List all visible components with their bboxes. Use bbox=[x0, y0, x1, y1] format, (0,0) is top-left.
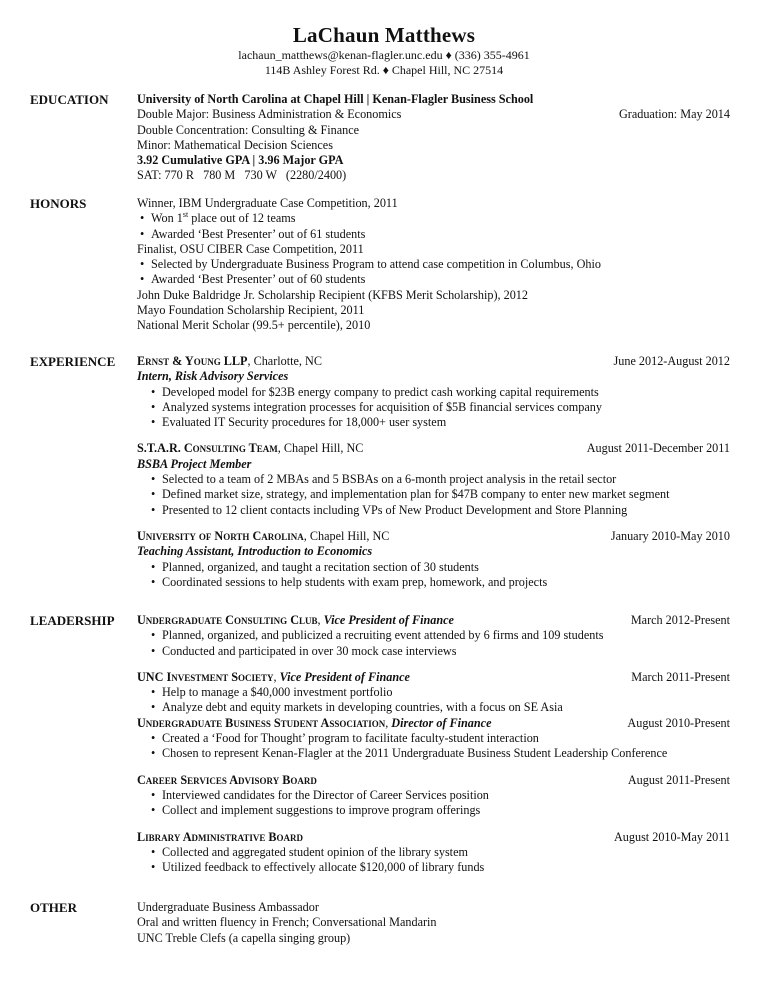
leadership-bullet: • Collected and aggregated student opinion of the library system bbox=[137, 845, 730, 860]
job-bullet: • Evaluated IT Security procedures for 18,000+ user system bbox=[137, 415, 730, 430]
experience-section bbox=[30, 354, 730, 590]
job-bullet: • Defined market size, strategy, and implementation plan for $47B company to enter new market segment bbox=[137, 487, 730, 502]
concentration: Double Concentration: Consulting & Finance bbox=[137, 122, 360, 137]
major: Double Major: Business Administration & Economics bbox=[137, 107, 402, 122]
job-bullet: • Selected to a team of 2 MBAs and 5 BSBAs on a 6-month project analysis in the retail sector bbox=[137, 472, 730, 487]
honor-bullet: • Selected by Undergraduate Business Program to attend case competition in Columbus, Ohio bbox=[137, 257, 730, 272]
job-dates: August 2011-December 2011 bbox=[586, 441, 730, 456]
leadership-bullet: • Analyze debt and equity markets in developing countries, with a focus on SE Asia bbox=[137, 700, 730, 715]
section-title: OTHER bbox=[30, 900, 77, 915]
leadership-bullet: • Chosen to represent Kenan-Flagler at the 2011 Undergraduate Business Student Leadership Conference bbox=[137, 746, 730, 761]
education-section bbox=[30, 92, 730, 184]
candidate-name: LaChaun Matthews bbox=[292, 23, 476, 47]
section-title: EDUCATION bbox=[30, 92, 109, 107]
gpa: 3.92 Cumulative GPA | 3.96 Major GPA bbox=[137, 153, 344, 168]
job-location: , Chapel Hill, NC bbox=[303, 528, 390, 543]
section-title: EXPERIENCE bbox=[30, 354, 116, 369]
job-location: , Chapel Hill, NC bbox=[277, 441, 364, 456]
job-bullet: • Planned, organized, and taught a recitation section of 30 students bbox=[137, 560, 730, 575]
job-entry bbox=[137, 354, 730, 430]
job-bullet: • Presented to 12 client contacts including VPs of New Product Development and Store Planning bbox=[137, 503, 730, 518]
org-role: Director of Finance bbox=[391, 715, 492, 730]
other-item: Undergraduate Business Ambassador bbox=[137, 900, 319, 914]
school-name: University of North Carolina at Chapel Hill | Kenan-Flagler Business School bbox=[137, 92, 534, 106]
honor-mayo: Mayo Foundation Scholarship Recipient, 2011 bbox=[137, 303, 365, 318]
org-name: Career Services Advisory Board bbox=[137, 772, 317, 787]
leadership-entry bbox=[137, 830, 730, 876]
section-title: LEADERSHIP bbox=[30, 613, 115, 628]
org-name: Undergraduate Consulting Club bbox=[137, 613, 318, 627]
job-org: S.T.A.R. Consulting Team bbox=[137, 441, 278, 456]
honor-bullet: • Won 1st place out of 12 teams bbox=[137, 211, 730, 226]
contact-line-address: 114B Ashley Forest Rd. ♦ Chapel Hill, NC 27514 bbox=[264, 63, 504, 77]
other-item: UNC Treble Clefs (a capella singing group) bbox=[137, 930, 351, 945]
honor-osu: Finalist, OSU CIBER Case Competition, 2011 bbox=[137, 241, 364, 256]
resume-header bbox=[0, 0, 768, 78]
job-role: BSBA Project Member bbox=[137, 456, 252, 471]
section-title: HONORS bbox=[30, 196, 87, 211]
leadership-entry: UNC Investment Society, Vice President of Finance March 2011-Present • Help to manage a $40,000 investment portfolio • Analyze debt and equity markets in developing countries, with a focus on SE Asia bbox=[137, 670, 730, 716]
leadership-bullet: • Utilized feedback to effectively allocate $120,000 of library funds bbox=[137, 860, 730, 875]
graduation-date: Graduation: May 2014 bbox=[618, 107, 730, 121]
leadership-bullet: • Interviewed candidates for the Director of Career Services position bbox=[137, 788, 730, 803]
job-dates: January 2010-May 2010 bbox=[610, 528, 730, 543]
job-bullet: • Developed model for $23B energy company to predict cash working capital requirements bbox=[137, 385, 730, 400]
minor: Minor: Mathematical Decision Sciences bbox=[137, 137, 333, 152]
leadership-bullet: • Created a ‘Food for Thought’ program to facilitate faculty-student interaction bbox=[137, 731, 730, 746]
job-dates: June 2012-August 2012 bbox=[613, 354, 730, 368]
job-role: Intern, Risk Advisory Services bbox=[137, 369, 289, 384]
honor-baldridge: John Duke Baldridge Jr. Scholarship Recipient (KFBS Merit Scholarship), 2012 bbox=[137, 287, 528, 302]
job-location: , Charlotte, NC bbox=[247, 354, 322, 368]
org-dates: August 2011-Present bbox=[627, 772, 730, 787]
org-name: Undergraduate Business Student Association bbox=[137, 715, 386, 730]
leadership-entry: Undergraduate Consulting Club, Vice President of Finance March 2012-Present • Planned, organized, and publicized a recruiting event attended by 6 firms and 109 students • Conducted and participated in over 30 mock case interviews bbox=[137, 613, 730, 659]
job-entry bbox=[137, 441, 730, 517]
leadership-bullet: • Collect and implement suggestions to improve program offerings bbox=[137, 803, 730, 818]
org-dates: August 2010-Present bbox=[627, 715, 730, 730]
honor-merit: National Merit Scholar (99.5+ percentile), 2010 bbox=[137, 318, 371, 333]
honor-ibm: Winner, IBM Undergraduate Case Competition, 2011 bbox=[137, 196, 398, 210]
other-section bbox=[30, 900, 730, 946]
other-item: Oral and written fluency in French; Conversational Mandarin bbox=[137, 915, 437, 930]
job-role: Teaching Assistant, Introduction to Economics bbox=[137, 544, 373, 559]
contact-line-email-phone: lachaun_matthews@kenan-flagler.unc.edu ♦ (336) 355-4961 bbox=[238, 48, 530, 62]
leadership-bullet: • Conducted and participated in over 30 mock case interviews bbox=[137, 644, 730, 659]
leadership-entry: Undergraduate Business Student Association, Director of Finance August 2010-Present • Created a ‘Food for Thought’ program to facilitate faculty-student interaction • Chosen to represent Kenan-Flagler at the 2011 Undergraduate Business Student Leadership Conference bbox=[137, 716, 730, 762]
sat-scores: SAT: 770 R 780 M 730 W (2280/2400) bbox=[137, 168, 347, 183]
org-role: Vice President of Finance bbox=[279, 669, 410, 684]
job-org: University of North Carolina bbox=[137, 528, 304, 543]
job-org: Ernst & Young LLP bbox=[137, 354, 248, 368]
leadership-bullet: • Help to manage a $40,000 investment portfolio bbox=[137, 685, 730, 700]
job-bullet: • Coordinated sessions to help students with exam prep, homework, and projects bbox=[137, 575, 730, 590]
job-entry bbox=[137, 529, 730, 590]
org-name: Library Administrative Board bbox=[137, 829, 304, 844]
org-dates: March 2011-Present bbox=[631, 669, 730, 684]
org-role: Vice President of Finance bbox=[323, 613, 454, 627]
leadership-bullet: • Planned, organized, and publicized a recruiting event attended by 6 firms and 109 students bbox=[137, 628, 730, 643]
honor-bullet: • Awarded ‘Best Presenter’ out of 61 students bbox=[137, 227, 730, 242]
honors-section bbox=[30, 196, 730, 334]
org-name: UNC Investment Society bbox=[137, 669, 274, 684]
job-bullet: • Analyzed systems integration processes for acquisition of $5B financial services company bbox=[137, 400, 730, 415]
leadership-section bbox=[30, 613, 730, 875]
honor-bullet: • Awarded ‘Best Presenter’ out of 60 students bbox=[137, 272, 730, 287]
org-dates: March 2012-Present bbox=[630, 613, 730, 627]
org-dates: August 2010-May 2011 bbox=[613, 829, 730, 844]
leadership-entry bbox=[137, 773, 730, 819]
